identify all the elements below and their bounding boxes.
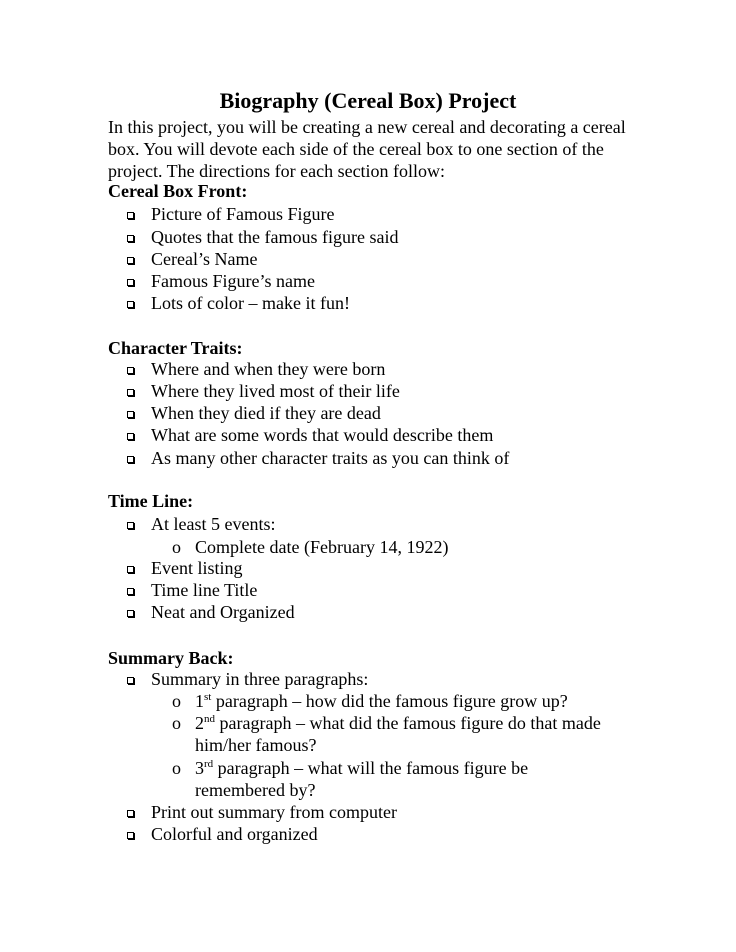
checkbox-bullet-icon [127, 456, 134, 463]
circle-bullet-icon: o [172, 691, 181, 711]
checkbox-bullet-icon [127, 677, 134, 684]
section-heading-timeline: Time Line: [108, 491, 194, 511]
circle-bullet-icon: o [172, 537, 181, 557]
circle-bullet-icon: o [172, 713, 181, 733]
checkbox-bullet-icon [127, 279, 134, 286]
checkbox-bullet-icon [127, 832, 134, 839]
section-heading-front: Cereal Box Front: [108, 181, 248, 201]
page-title: Biography (Cereal Box) Project [219, 88, 517, 113]
section-heading-summary: Summary Back: [108, 648, 234, 668]
checkbox-bullet-icon [127, 389, 134, 396]
circle-bullet-icon: o [172, 758, 181, 778]
section-heading-traits: Character Traits: [108, 338, 243, 358]
checkbox-bullet-icon [127, 566, 134, 573]
checkbox-bullet-icon [127, 588, 134, 595]
checkbox-bullet-icon [127, 522, 134, 529]
intro-paragraph: In this project, you will be creating a new cereal and decorating a cereal box. You will devote each side of the cereal box to one section of the project. The directions for each section follow: [108, 117, 626, 181]
checkbox-bullet-icon [127, 610, 134, 617]
checkbox-bullet-icon [127, 810, 134, 817]
checkbox-bullet-icon [127, 235, 134, 242]
checkbox-bullet-icon [127, 367, 134, 374]
checkbox-bullet-icon [127, 433, 134, 440]
checkbox-bullet-icon [127, 411, 134, 418]
checkbox-bullet-icon [127, 301, 134, 308]
document-page: Biography (Cereal Box) Project In this project, you will be creating a new cereal and decorating a cereal box. You will devote each side of the cereal box to one section of the project. The directions for each section follow: Cereal Box Front: Picture of Famous Figure Quotes that the famous figure said Cereal’s Name Famous Figure’s name Lots of color – make it fun! Character Traits: Where and when they were born Where they lived most of their life When they died if they are dead What are some words that would describe them As many other character traits as you can think of Time Line: At least 5 events: o Complete date (February 14, 1922) Event listing Time line Title Neat and Organized Summary Back: Summary in three paragraphs: o 1st paragraph – how did the famous figure grow up? o 2nd paragraph – what did the famous figure do that made him/her famous? o 3rd paragraph – what will the famous figure be remembered by? Print out summary from computer Colorful and organized [0, 0, 736, 952]
checkbox-bullet-icon [127, 212, 134, 219]
checkbox-bullet-icon [127, 257, 134, 264]
